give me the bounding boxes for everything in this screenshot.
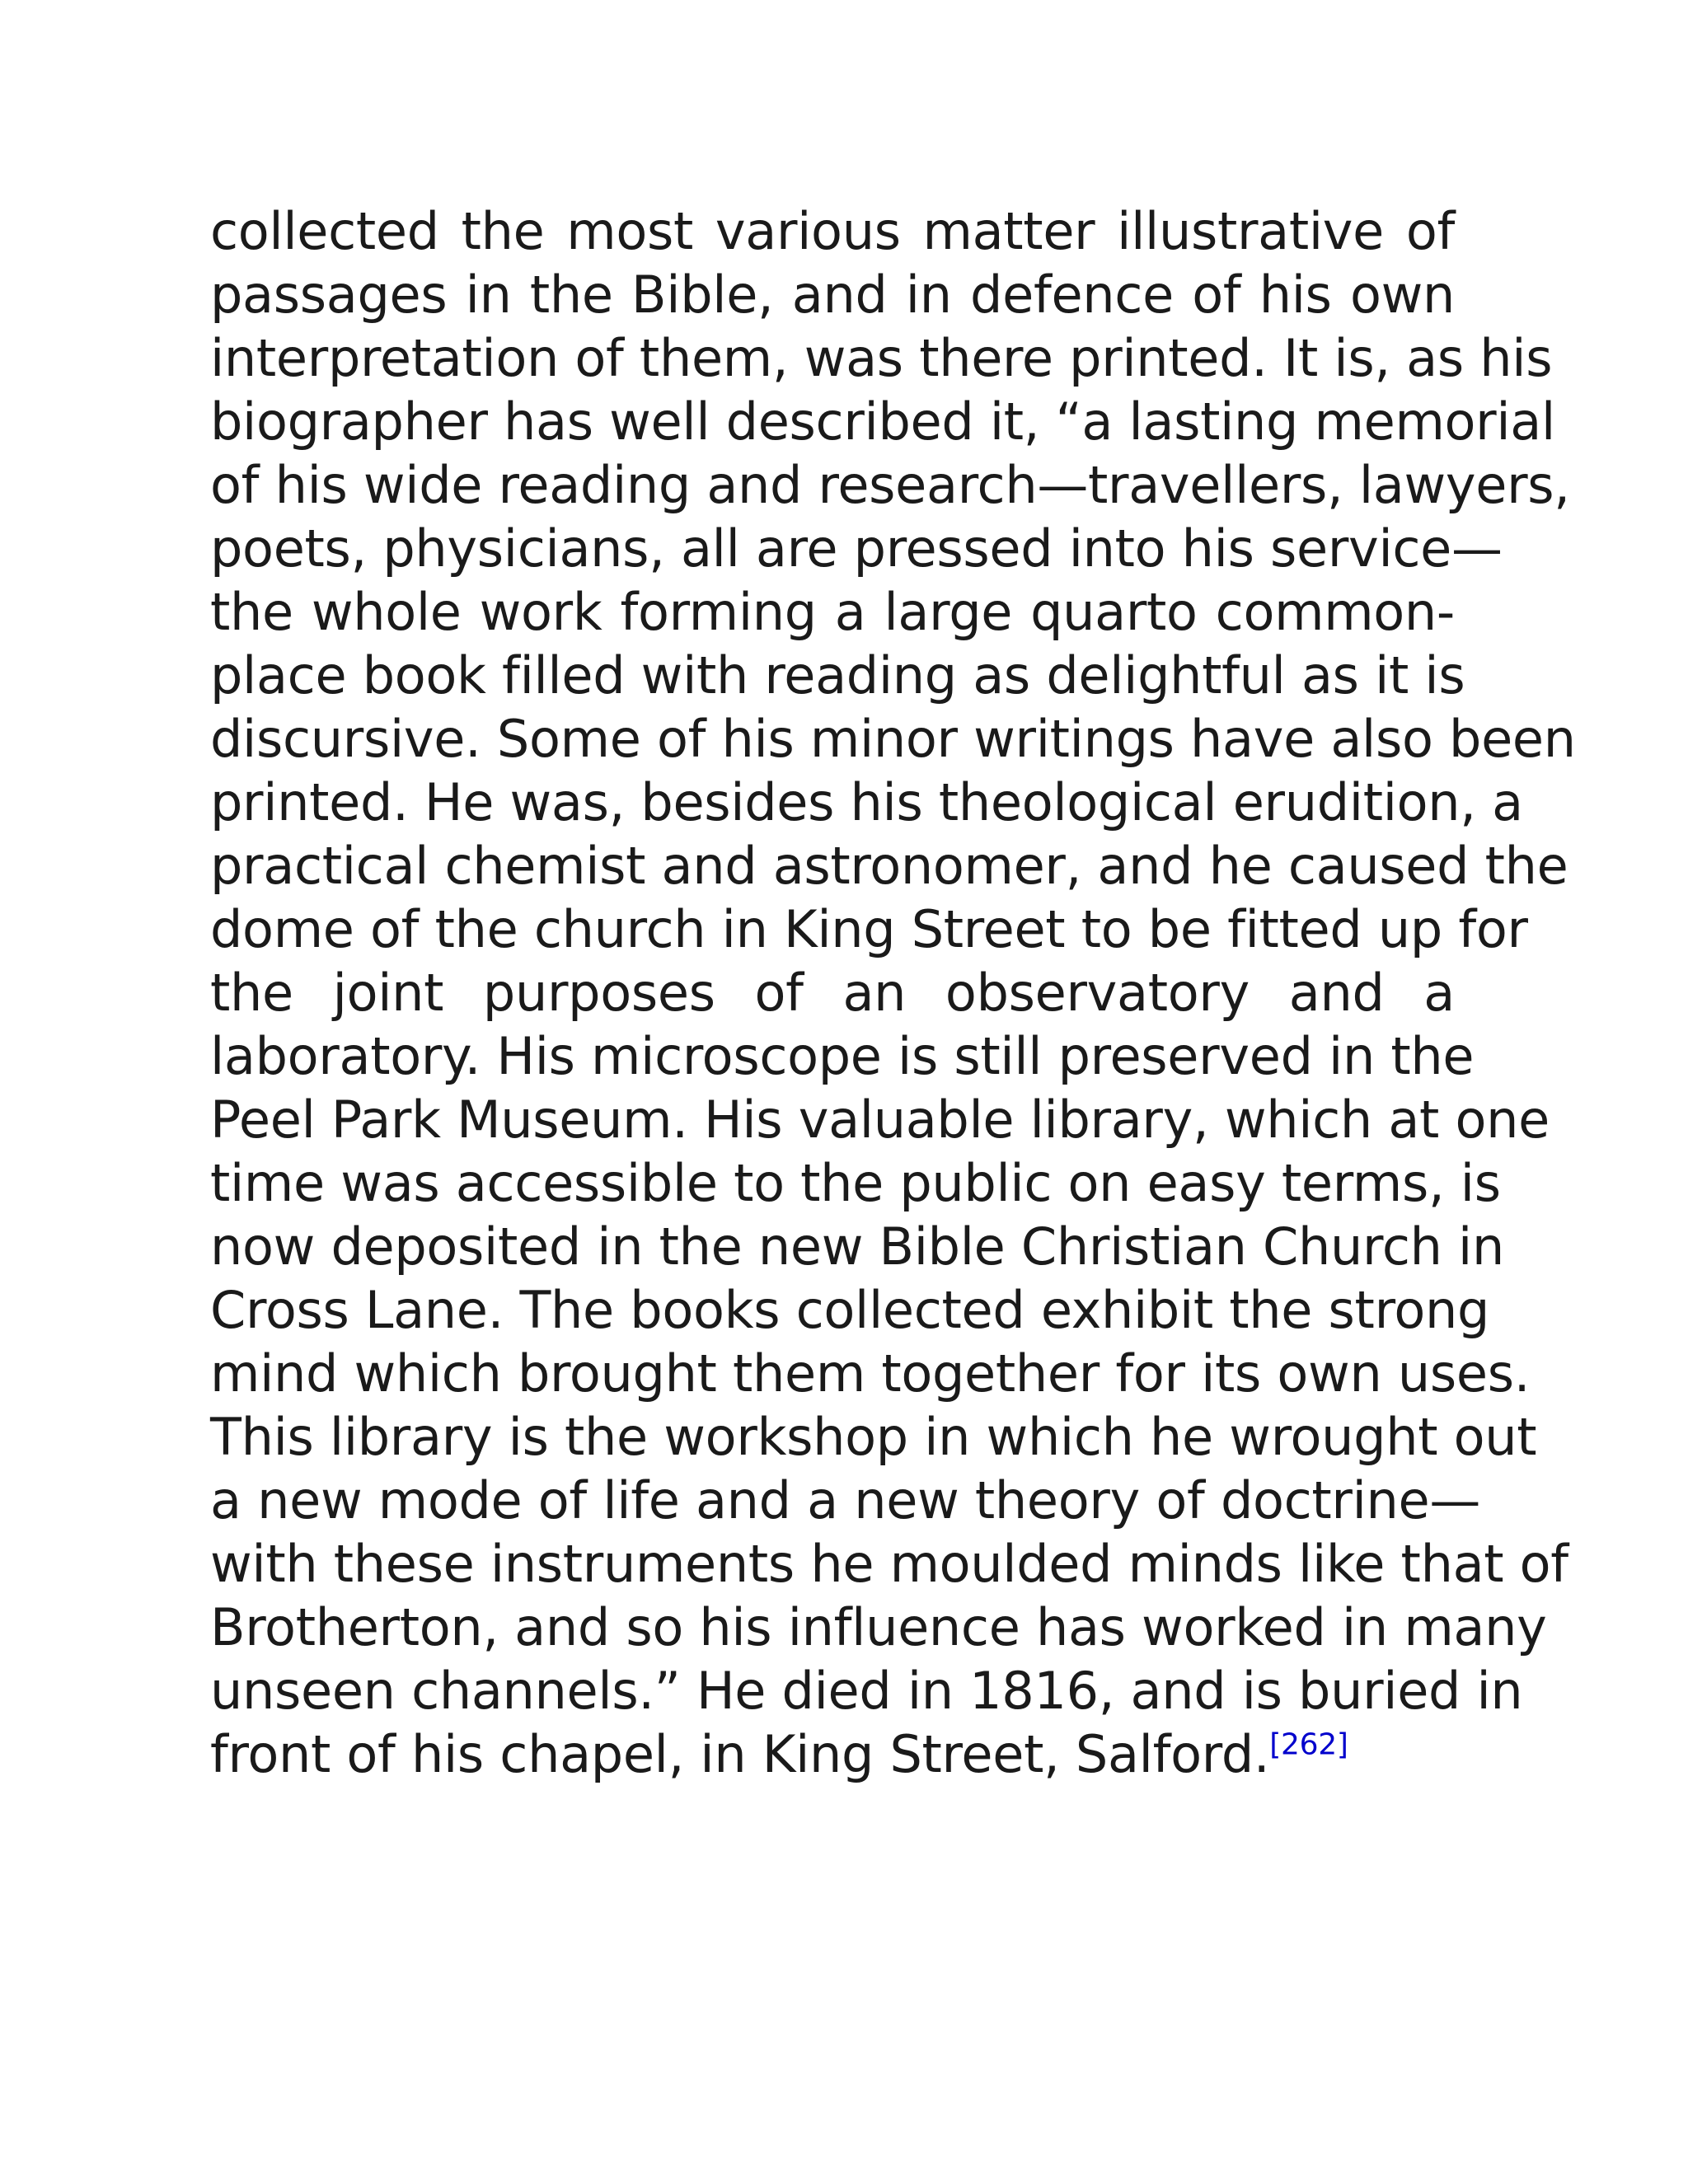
text-line: discursive. Some of his minor writings have also been (210, 709, 1576, 769)
text-line: passages in the Bible, and in defence of his own (210, 265, 1455, 325)
text-line: place book filled with reading as delightful as it is (210, 645, 1465, 705)
text-line: poets, physicians, all are pressed into his service— (210, 518, 1503, 579)
last-line-text: front of his chapel, in King Street, Salford. (210, 1724, 1270, 1784)
text-line: the whole work forming a large quarto common- (210, 582, 1455, 642)
text-line: dome of the church in King Street to be fitted up for (210, 899, 1528, 959)
text-line: This library is the workshop in which he wrought out (210, 1407, 1537, 1467)
text-line: biographer has well described it, “a lasting memorial (210, 391, 1555, 452)
text-line: laboratory. His microscope is still preserved in the (210, 1026, 1475, 1086)
text-line: collected the most various matter illustrative of (210, 201, 1455, 261)
body-paragraph (210, 199, 1576, 1786)
text-line: practical chemist and astronomer, and he caused the (210, 836, 1568, 896)
text-line: the joint purposes of an observatory and a (210, 963, 1455, 1023)
text-line: of his wide reading and research—travellers, lawyers, (210, 455, 1570, 515)
text-line: Cross Lane. The books collected exhibit the strong (210, 1280, 1490, 1340)
text-line: Brotherton, and so his influence has worked in many (210, 1597, 1547, 1657)
text-line: a new mode of life and a new theory of doctrine— (210, 1470, 1481, 1530)
text-line: mind which brought them together for its own uses. (210, 1343, 1531, 1404)
text-line: with these instruments he moulded minds like that of (210, 1534, 1568, 1594)
text-line: time was accessible to the public on easy terms, is (210, 1153, 1501, 1213)
text-line: interpretation of them, was there printed. It is, as his (210, 328, 1553, 388)
text-line: unseen channels.” He died in 1816, and is buried in (210, 1661, 1523, 1721)
text-line: now deposited in the new Bible Christian Church in (210, 1216, 1504, 1277)
footnote-link[interactable]: [262] (1269, 1727, 1348, 1762)
text-line: printed. He was, besides his theological erudition, a (210, 772, 1523, 832)
text-line: Peel Park Museum. His valuable library, which at one (210, 1090, 1550, 1150)
text-line-last (210, 1722, 1455, 1786)
